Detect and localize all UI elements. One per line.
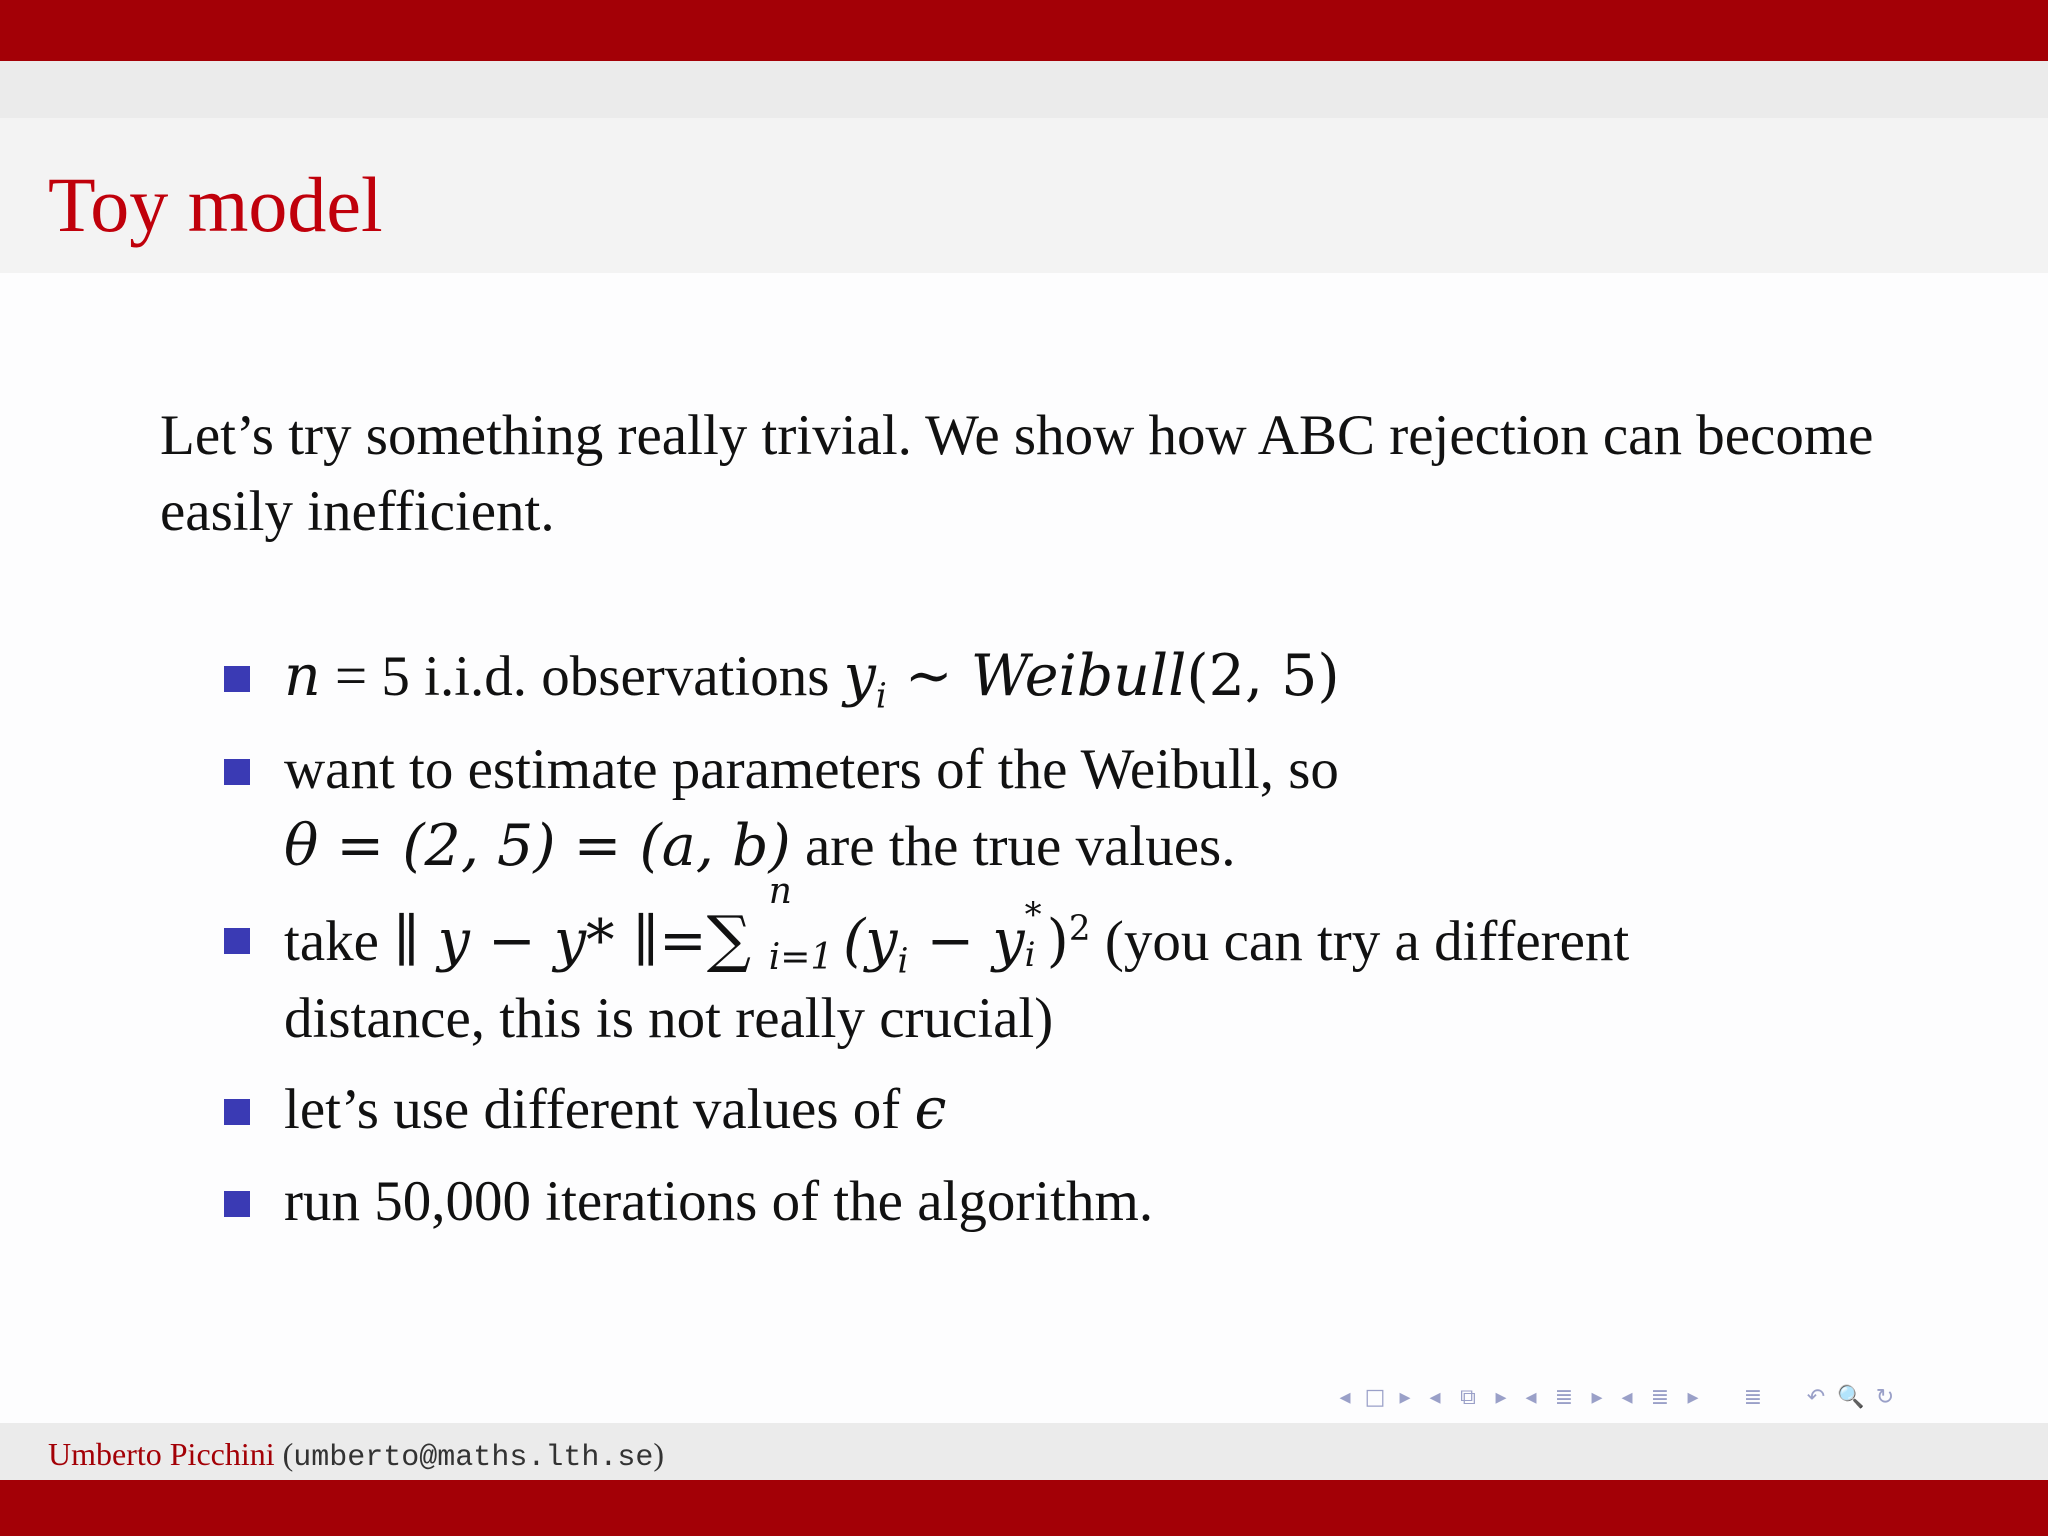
bottom-bar bbox=[0, 1480, 2048, 1536]
nav-next-frame-icon[interactable]: ▸ bbox=[1495, 1384, 1507, 1410]
bullet-marker bbox=[224, 759, 250, 785]
bullet-text: n = 5 i.i.d. observations $y_i$ ∼ Weibull(2, 5) bbox=[284, 643, 1340, 717]
nav-prev-slide-icon[interactable]: ◂ bbox=[1339, 1384, 1351, 1410]
nav-document-icon[interactable]: ≣ bbox=[1743, 1384, 1763, 1410]
bullet-text: let’s use different values of ϵ bbox=[284, 1076, 947, 1142]
nav-frame-icon[interactable]: ⧉ bbox=[1460, 1384, 1476, 1410]
bullet-marker bbox=[224, 1099, 250, 1125]
nav-back-icon[interactable]: ↶ bbox=[1806, 1384, 1826, 1410]
nav-section-icon[interactable]: ≣ bbox=[1650, 1384, 1670, 1410]
header-band bbox=[0, 61, 2048, 118]
bullet-text: want to estimate parameters of the Weibull, so θ = (2, 5) = (a, b) are the true values. bbox=[284, 738, 1339, 879]
footer-author-line: Umberto Picchini (umberto@maths.lth.se) bbox=[48, 1436, 664, 1475]
nav-prev-section-icon[interactable]: ◂ bbox=[1621, 1384, 1633, 1410]
bullet-marker bbox=[224, 666, 250, 692]
footer-email: umberto@maths.lth.se bbox=[293, 1441, 654, 1475]
footer-author: Umberto Picchini bbox=[48, 1436, 275, 1472]
nav-forward-icon[interactable]: ↻ bbox=[1875, 1384, 1895, 1410]
nav-prev-frame-icon[interactable]: ◂ bbox=[1429, 1384, 1441, 1410]
nav-next-subsection-icon[interactable]: ▸ bbox=[1591, 1384, 1603, 1410]
nav-search-icon[interactable]: 🔍 bbox=[1837, 1384, 1865, 1410]
slide-title: Toy model bbox=[48, 161, 383, 248]
intro-paragraph: Let’s try something really trivial. We show how ABC rejection can become easily inefficient. bbox=[160, 404, 1874, 543]
nav-slide-icon[interactable]: □ bbox=[1364, 1384, 1386, 1410]
nav-next-slide-icon[interactable]: ▸ bbox=[1399, 1384, 1411, 1410]
beamer-navigation-bar bbox=[1330, 1380, 2030, 1414]
nav-next-section-icon[interactable]: ▸ bbox=[1687, 1384, 1699, 1410]
nav-prev-subsection-icon[interactable]: ◂ bbox=[1525, 1384, 1537, 1410]
nav-subsection-icon[interactable]: ≣ bbox=[1554, 1384, 1574, 1410]
bullet-text: take ∥ y − y* ∥=∑ n i=1 ($y_i - y$ * i )$^2$ (you can try a different distance, this is not really crucial) bbox=[284, 871, 1630, 1050]
top-bar bbox=[0, 0, 2048, 61]
bullet-text: run 50,000 iterations of the algorithm. bbox=[284, 1170, 1154, 1233]
bullet-marker bbox=[224, 928, 250, 954]
bullet-marker bbox=[224, 1191, 250, 1217]
